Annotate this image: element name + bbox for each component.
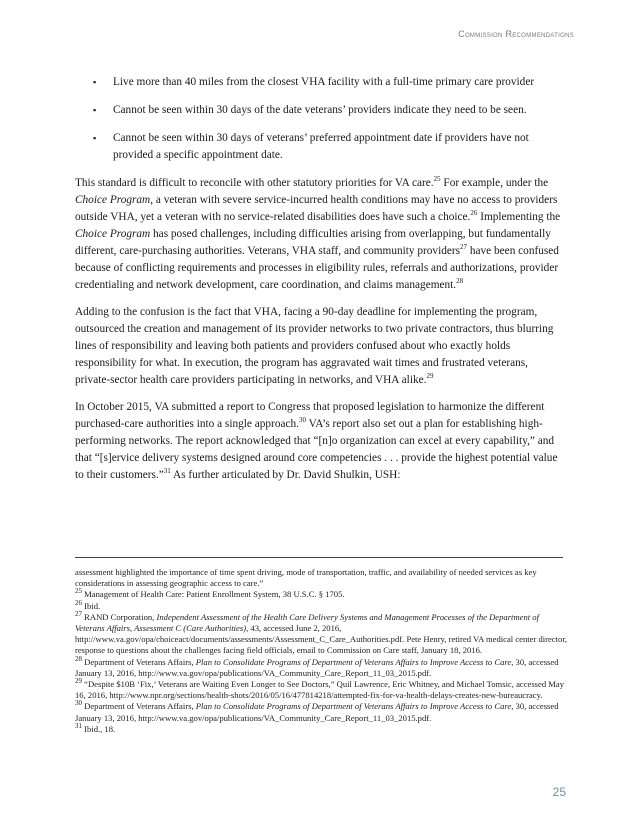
body-text [75, 74, 565, 494]
footnote-ref-26[interactable]: 26 [470, 209, 478, 218]
footnote-29: $^{29}$ “Despite $10B ‘Fix,’ Veterans are Waiting Even Longer to See Doctors,” Quil Lawrence, Eric Whitney, and Michael Tomsic, accessed May 16, 2016, http://www.npr.org/sections/health-shots/2016/05/16/477814218/attempted-fix-for-va-health-delays-creates-new-bureaucracy. [75, 677, 565, 701]
paragraph-choice-program: This standard is difficult to reconcile with other statutory priorities for VA care.$^{25}$ For example, under the Choice Program, a veteran with severe service-incurred health conditions may have no access to providers outside VHA, yet a veteran with no service-related disabilities does have such a choice.$^{26}$ Implementing the Choice Program has posed challenges, including difficulties arising from overlapping, but fundamentally different, care-purchasing authorities. Veterans, VHA staff, and community providers$^{27}$ have been confused because of conflicting requirements and processes in eligibility rules, referrals and authorizations, provider credentialing and network development, care coordination, and claims management.$^{28}$ [75, 175, 561, 291]
footnote-divider [75, 557, 563, 558]
running-header: Commission Recommendations [458, 29, 574, 39]
footnote-ref-28[interactable]: 28 [456, 277, 464, 286]
footnote-ref-27[interactable]: 27 [460, 243, 468, 252]
page-number: 25 [552, 785, 566, 799]
footnote-ref-29[interactable]: 29 [426, 372, 434, 381]
footnote-ref-31[interactable]: 31 [163, 467, 171, 476]
footnote-ref-30[interactable]: 30 [298, 416, 306, 425]
list-item: ▪ Cannot be seen within 30 days of the date veterans’ providers indicate they need to be seen. [75, 102, 565, 119]
footnote-continuation: assessment highlighted the importance of time spent driving, mode of transportation, traffic, and availability of needed services as key considerations in assessing geographic access to care.” [75, 567, 537, 589]
footnote-28: $^{28}$ Department of Veterans Affairs, Plan to Consolidate Programs of Department of Veterans Affairs to Improve Access to Care, 30, accessed January 13, 2016, http://www.va.gov/opa/publications/VA_Community_Care_Report_11_03_2015.pdf. [75, 654, 559, 678]
criteria-list [75, 74, 565, 164]
footnote-27: $^{27}$ RAND Corporation, Independent Assessment of the Health Care Delivery Systems and Management Processes of the Department of Veterans Affairs, Assessment C (Care Authorities), 43, accessed June 2, 2016, http://www.va.gov/opa/choiceact/documents/assessments/Assessment_C_Care_Authorities.pdf. Pete Henry, retired VA medical center director, response to questions about the challenges facing field officials, email to Commission on Care staff, January 18, 2016. [75, 609, 568, 656]
paragraph-va-report: In October 2015, VA submitted a report to Congress that proposed legislation to harmonize the different purchased-care authorities into a single approach.$^{30}$ VA’s report also set out a plan for establishing high-performing networks. The report acknowledged that “[n]o organization can excel at every capability,” and that “[s]ervice delivery systems designed around core competencies . . . provide the highest potential value to their customers.”$^{31}$ As further articulated by Dr. David Shulkin, USH: [75, 401, 558, 481]
footnote-ref-25[interactable]: 25 [433, 175, 441, 184]
footnotes [75, 567, 570, 735]
footnote-25: $^{25}$ Management of Health Care: Patient Enrollment System, 38 U.S.C. § 1705. [75, 587, 345, 600]
footnote-31: $^{31}$ Ibid., 18. [75, 721, 116, 734]
list-item: ▪ Live more than 40 miles from the closest VHA facility with a full-time primary care provider [75, 74, 565, 91]
footnote-30: $^{30}$ Department of Veterans Affairs, Plan to Consolidate Programs of Department of Veterans Affairs to Improve Access to Care, 30, accessed January 13, 2016, http://www.va.gov/opa/publications/VA_Community_Care_Report_11_03_2015.pdf. [75, 699, 559, 723]
paragraph-confusion: Adding to the confusion is the fact that VHA, facing a 90-day deadline for implementing the program, outsourced the creation and management of its provider networks to two private contractors, thus blurring lines of responsibility and leaving both patients and providers confused about who exactly holds responsibility for what. In execution, the program has aggravated wait times and frustrated veterans, private-sector health care providers participating in networks, and VHA alike.$^{29}$ [75, 306, 554, 386]
list-item: ▪ Cannot be seen within 30 days of veterans’ preferred appointment date if providers have not provided a specific appointment date. [75, 130, 565, 164]
footnote-26: $^{26}$ Ibid. [75, 598, 101, 611]
